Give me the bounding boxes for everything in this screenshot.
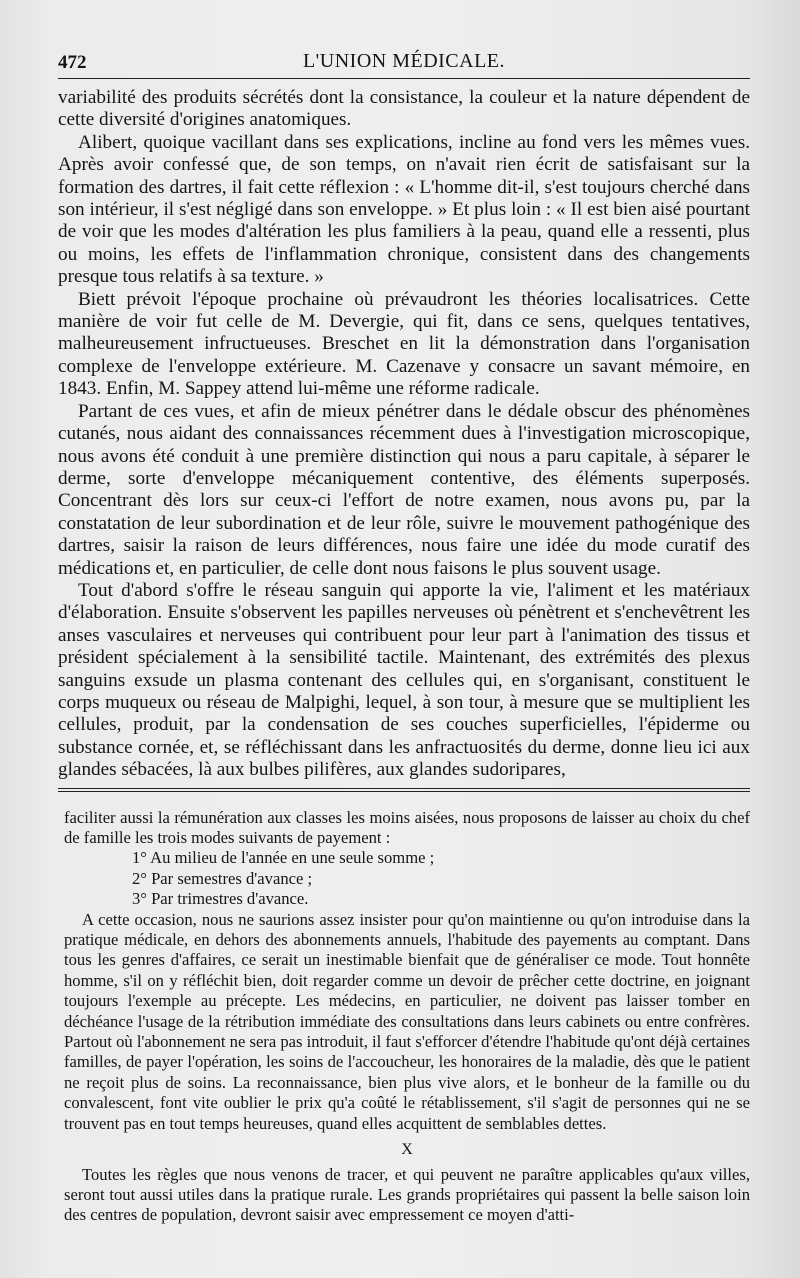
section-number: X [401, 1141, 413, 1159]
list-item: 3° Par trimestres d'avance. [132, 889, 309, 909]
main-text [58, 87, 750, 782]
paragraph: Tout d'abord s'offre le réseau sanguin qui apporte la vie, l'aliment et les matériaux d'élaboration. Ensuite s'observent les papilles nerveuses où pénètrent et s'enchevêtrent les anses vasculaires et nerveuses qui contribuent pour leur part à l'animation des tissus et président spécialement à la sensibilité tactile. Maintenant, des extrémités des plexus sanguins exsude un plasma contenant des cellules qui, en s'organisant, constituent le corps muqueux ou réseau de Malpighi, lequel, à son tour, à mesure que se multiplient les cellules, produit, par la condensation de ses couches superficielles, l'épiderme ou substance cornée, et, se réfléchissant dans les anfractuosités du derme, donne lieu ici aux glandes sébacées, là aux bulbes pilifères, aux glandes sudoripares, [58, 579, 750, 781]
feuilleton-text [58, 808, 750, 1226]
page-header [58, 44, 750, 79]
paragraph: Toutes les règles que nous venons de tracer, et qui peuvent ne paraître applicables qu'aux villes, seront tout aussi utiles dans la pratique rurale. Les grands propriétaires qui passent la belle saison loin des centres de population, devront saisir avec empressement ce moyen d'atti- [64, 1164, 750, 1225]
paragraph: A cette occasion, nous ne saurions assez insister pour qu'on maintienne ou qu'on introduise dans la pratique médicale, en dehors des abonnements annuels, l'habitude des payements au comptant. Dans tous les genres d'affaires, ce serait un inestimable bienfait que de généraliser ce mode. Tout honnête homme, s'il on y réfléchit bien, doit regarder comme un devoir de prêcher cette doctrine, en joignant toujours l'exemple au précepte. Les médecins, en particulier, ne doivent pas laisser tomber en déchéance l'usage de la rétribution immédiate des consultations dans leurs cabinets ou entre confrères. Partout où l'abonnement ne sera pas introduit, il faut s'efforcer d'étendre l'habitude qu'ont déjà certaines familles, de payer l'opération, les soins de l'accoucheur, les honoraires de la maladie, dès que le patient ne reçoit plus de soins. La reconnaissance, bien plus vive alors, et le bonheur de la famille ou du convalescent, font vite oublier le prix qu'a coûté le rétablissement, s'il s'agit de personnes qui ne se trouvent pas en tout temps heureuses, quand elles acquittent de semblables dettes. [64, 909, 750, 1133]
paragraph: faciliter aussi la rémunération aux classes les moins aisées, nous proposons de laisser au choix du chef de famille les trois modes suivants de payement : [64, 807, 750, 847]
page-number: 472 [58, 52, 87, 73]
list-item: 1° Au milieu de l'année en une seule somme ; [132, 848, 435, 868]
paragraph: Biett prévoit l'époque prochaine où prévaudront les théories localisatrices. Cette manière de voir fut celle de M. Devergie, qui fit, dans ce sens, quelques tentatives, malheureusement infructueuses. Breschet en lit la démonstration dans l'organisation complexe de l'enveloppe extérieure. M. Cazenave y consacre un savant mémoire, en 1843. Enfin, M. Sappey attend lui-même une réforme radicale. [58, 288, 750, 400]
paragraph: Alibert, quoique vacillant dans ses explications, incline au fond vers les mêmes vues. Après avoir confessé que, de son temps, on n'avait rien écrit de satisfaisant sur la formation des dartres, il fait cette réflexion : « L'homme dit-il, s'est toujours cherché dans son intérieur, il s'est négligé dans son enveloppe. » Et plus loin : « Il est bien aisé pourtant de voir que les modes d'altération les plus familiers à la peau, quand elle a ressenti, plus ou moins, les effets de l'inflammation chronique, consistent dans des changements presque tous relatifs à sa texture. » [58, 131, 750, 288]
running-title: L'UNION MÉDICALE. [302, 50, 506, 72]
paragraph: Partant de ces vues, et afin de mieux pénétrer dans le dédale obscur des phénomènes cutanés, nous aidant des connaissances récemment dues à l'investigation microscopique, nous avons été conduit à une première distinction qui nous a paru capitale, à séparer le derme, sorte d'enveloppe mécaniquement contentive, des éléments superposés. Concentrant dès lors sur ceux-ci l'effort de notre examen, nous avons pu, par la constatation de leur subordination et de leur rôle, suivre le mouvement pathogénique des dartres, saisir la raison de leurs différences, nous faire une idée du mode curatif des médications et, en particulier, de celle dont nous faisons le plus souvent usage. [58, 400, 750, 579]
list-item: 2° Par semestres d'avance ; [132, 868, 313, 888]
feuilleton-separator [58, 788, 750, 794]
paragraph: variabilité des produits sécrétés dont la consistance, la couleur et la nature dépendent de cette diversité d'origines anatomiques. [58, 87, 750, 131]
